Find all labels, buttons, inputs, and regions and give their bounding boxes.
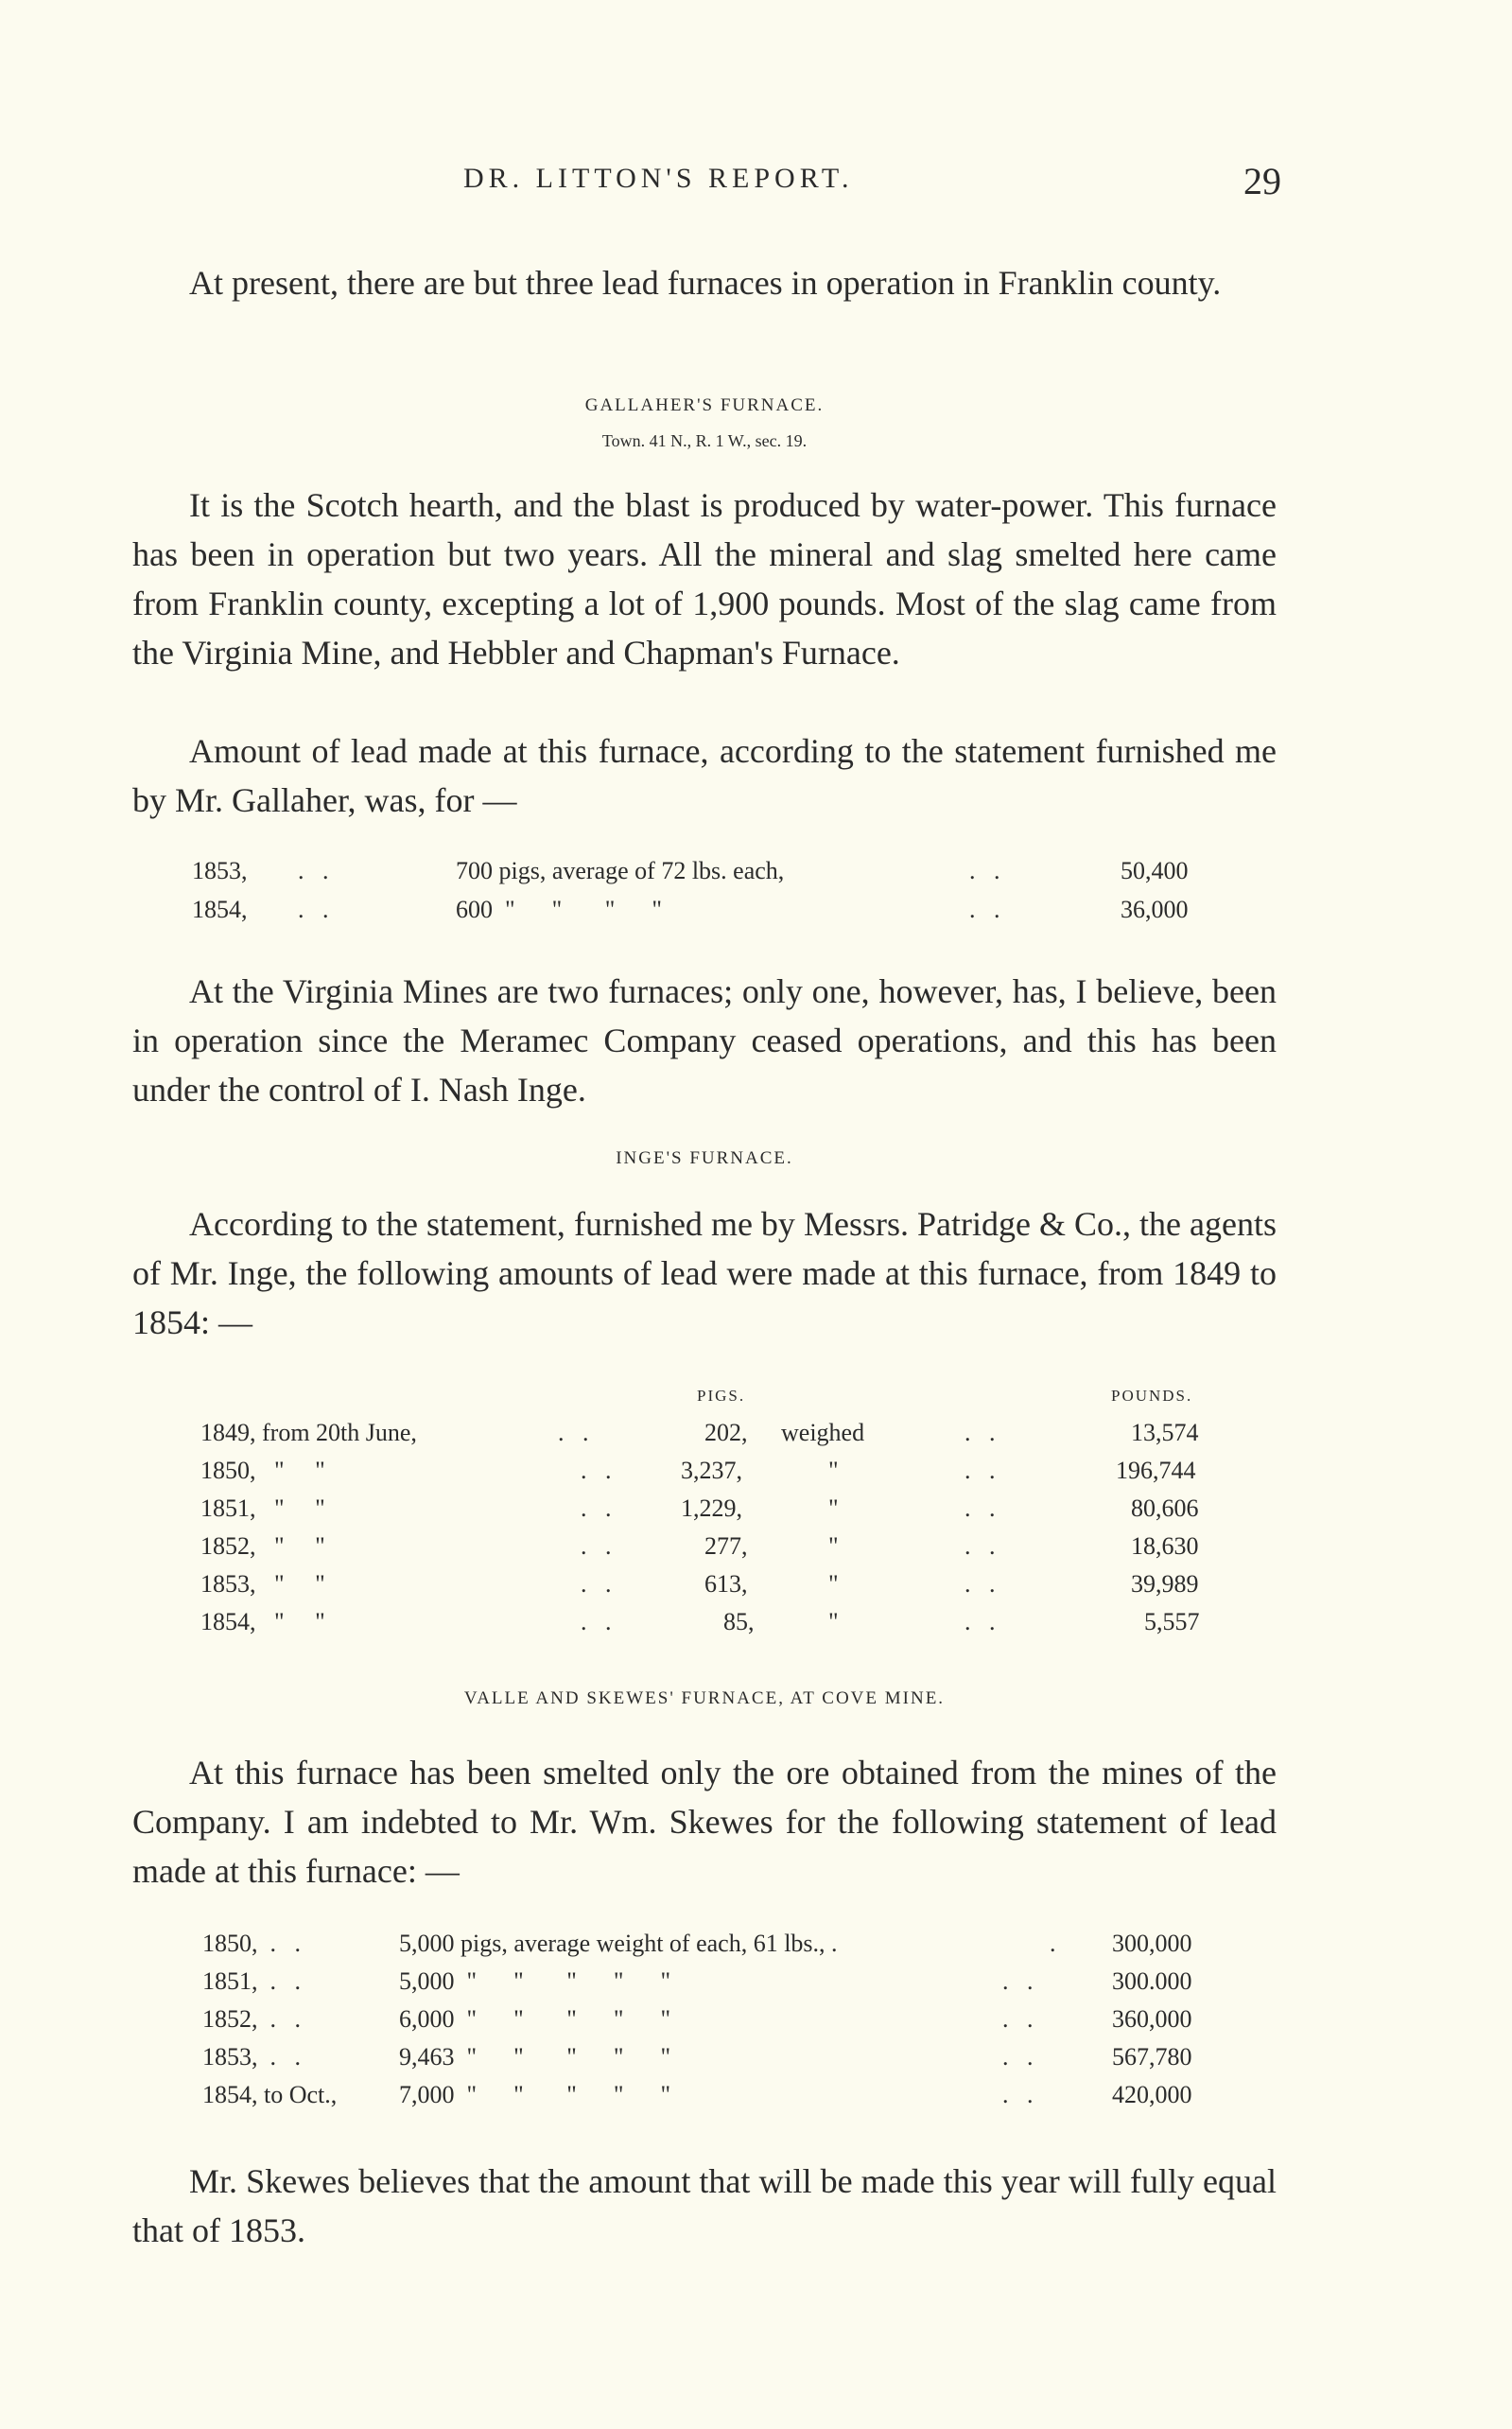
description-cell: 600 " " " ": [456, 896, 662, 923]
table-row: [0, 1419, 1512, 1455]
table-row: [0, 1570, 1512, 1606]
leader-dots: . .: [1002, 1967, 1034, 1995]
leader-dots: . .: [969, 857, 1000, 884]
year-cell: 1852, " ": [200, 1532, 325, 1560]
leader-dots: . .: [965, 1457, 996, 1484]
page-number: 29: [1243, 160, 1281, 202]
leader-dots: . .: [1002, 2081, 1034, 2108]
table-row: [0, 1457, 1512, 1493]
year-cell: 1852, . .: [202, 2005, 301, 2033]
value-cell: 300,000: [1112, 1930, 1192, 1957]
pigs-cell: 277,: [704, 1532, 748, 1560]
unit-cell: ": [828, 1457, 839, 1484]
unit-cell: ": [828, 1570, 839, 1598]
table-row: [0, 1532, 1512, 1568]
leader-dots: . .: [969, 896, 1000, 923]
leader-dots: . .: [581, 1457, 612, 1484]
table-row: [0, 2081, 1512, 2117]
paragraph-gallaher-description: It is the Scotch hearth, and the blast is produced by water-power. This furnace has been in operation but two years. All the mineral and slag smelted here came from Franklin county, excepting a lot of 1,900 pounds. Most of the slag came from the Virginia Mine, and Hebbler and Chapman's Furnace.: [132, 486, 1277, 672]
table-row: [0, 896, 1512, 932]
year-cell: 1850, . .: [202, 1930, 301, 1957]
leader-dots: . .: [965, 1570, 996, 1598]
value-cell: 300.000: [1112, 1967, 1192, 1995]
pigs-cell: 3,237,: [681, 1457, 742, 1484]
leader-dots: . .: [581, 1608, 612, 1635]
pigs-cell: 1,229,: [681, 1494, 742, 1522]
leader-dots: . .: [965, 1494, 996, 1522]
value-cell: 18,630: [1131, 1532, 1199, 1560]
leader-dots: . .: [965, 1419, 996, 1446]
leader-dots: . .: [581, 1532, 612, 1560]
pigs-cell: 613,: [704, 1570, 748, 1598]
value-cell: 5,557: [1144, 1608, 1200, 1635]
unit-cell: ": [828, 1532, 839, 1560]
leader-dots: .: [1050, 1930, 1056, 1957]
table-row: [0, 1967, 1512, 2003]
heading-gallaher-furnace: GALLAHER'S FURNACE.: [584, 395, 825, 415]
value-cell: 39,989: [1131, 1570, 1199, 1598]
table-row: [0, 1930, 1512, 1966]
year-cell: 1853,: [192, 857, 248, 884]
leader-dots: . .: [1002, 2005, 1034, 2033]
leader-dots: . .: [1002, 2043, 1034, 2071]
description-cell: 7,000 " " " " ": [399, 2081, 671, 2108]
paragraph-valle-statement: At this furnace has been smelted only the ore obtained from the mines of the Company. I am indebted to Mr. Wm. Skewes for the following statement of lead made at this furnace: —: [132, 1754, 1277, 1890]
running-head: DR. LITTON'S REPORT.: [463, 163, 854, 194]
table-row: [0, 1608, 1512, 1644]
value-cell: 50,400: [1121, 857, 1189, 884]
value-cell: 420,000: [1112, 2081, 1192, 2108]
unit-cell: weighed: [781, 1419, 865, 1446]
paragraph-skewes-estimate: Mr. Skewes believes that the amount that will be made this year will fully equal that of 1853.: [132, 2162, 1277, 2249]
column-header-pigs: PIGS.: [697, 1387, 746, 1405]
paragraph-gallaher-amount: Amount of lead made at this furnace, according to the statement furnished me by Mr. Gallaher, was, for —: [132, 732, 1277, 819]
year-cell: 1853, " ": [200, 1570, 325, 1598]
leader-dots: . .: [298, 857, 329, 884]
value-cell: 36,000: [1121, 896, 1189, 923]
year-cell: 1854,: [192, 896, 248, 923]
description-cell: 6,000 " " " " ": [399, 2005, 671, 2033]
value-cell: 80,606: [1131, 1494, 1199, 1522]
value-cell: 360,000: [1112, 2005, 1192, 2033]
table-row: [0, 2043, 1512, 2079]
description-cell: 5,000 " " " " ": [399, 1967, 671, 1995]
column-header-pounds: POUNDS.: [1111, 1387, 1193, 1405]
heading-valle-skewes-furnace: VALLE AND SKEWES' FURNACE, AT COVE MINE.: [463, 1688, 946, 1708]
table-row: [0, 1494, 1512, 1530]
value-cell: 567,780: [1112, 2043, 1192, 2071]
year-cell: 1851, . .: [202, 1967, 301, 1995]
heading-inge-furnace: INGE'S FURNACE.: [616, 1148, 793, 1168]
paragraph-intro: At present, there are but three lead furnaces in operation in Franklin county.: [189, 264, 1222, 302]
description-cell: 9,463 " " " " ": [399, 2043, 671, 2071]
leader-dots: . .: [965, 1608, 996, 1635]
leader-dots: . .: [298, 896, 329, 923]
table-row: [0, 857, 1512, 893]
year-cell: 1849, from 20th June,: [200, 1419, 417, 1446]
paragraph-inge-statement: According to the statement, furnished me by Messrs. Patridge & Co., the agents of Mr. Inge, the following amounts of lead were made at this furnace, from 1849 to 1854: —: [132, 1205, 1277, 1341]
pigs-cell: 85,: [723, 1608, 755, 1635]
page-header: [132, 159, 1286, 206]
unit-cell: ": [828, 1494, 839, 1522]
year-cell: 1850, " ": [200, 1457, 325, 1484]
description-cell: 5,000 pigs, average weight of each, 61 lbs., .: [399, 1930, 838, 1957]
table-row: [0, 2005, 1512, 2041]
year-cell: 1853, . .: [202, 2043, 301, 2071]
leader-dots: . .: [965, 1532, 996, 1560]
unit-cell: ": [828, 1608, 839, 1635]
gallaher-location: Town. 41 N., R. 1 W., sec. 19.: [601, 431, 808, 450]
year-cell: 1851, " ": [200, 1494, 325, 1522]
year-cell: 1854, to Oct.,: [202, 2081, 338, 2108]
leader-dots: . .: [581, 1570, 612, 1598]
year-cell: 1854, " ": [200, 1608, 325, 1635]
leader-dots: . .: [581, 1494, 612, 1522]
description-cell: 700 pigs, average of 72 lbs. each,: [456, 857, 785, 884]
pigs-cell: 202,: [704, 1419, 748, 1446]
leader-dots: . .: [558, 1419, 589, 1446]
value-cell: 196,744: [1116, 1457, 1196, 1484]
paragraph-virginia-mines: At the Virginia Mines are two furnaces; only one, however, has, I believe, been in operation since the Meramec Company ceased operations, and this has been under the control of I. Nash Inge.: [132, 972, 1277, 1109]
value-cell: 13,574: [1131, 1419, 1199, 1446]
